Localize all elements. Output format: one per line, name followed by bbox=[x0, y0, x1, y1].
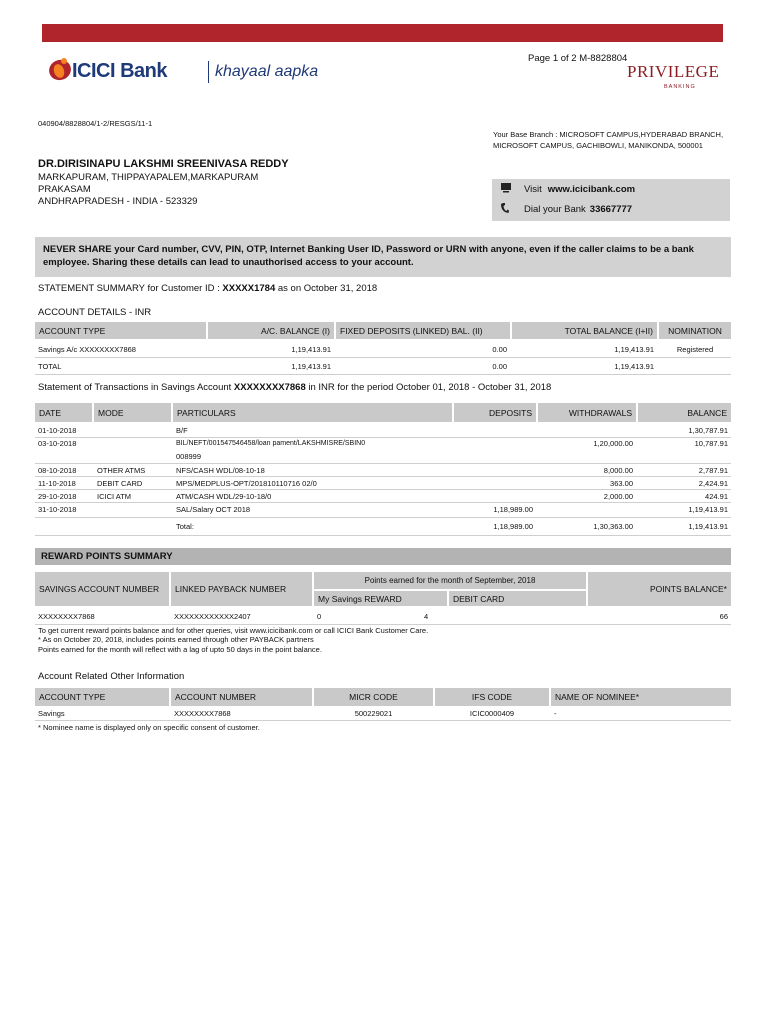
col-header: ACCOUNT NUMBER bbox=[171, 688, 312, 706]
col-header: DEPOSITS bbox=[454, 403, 536, 422]
table-cell: 1,19,413.91 bbox=[291, 344, 331, 354]
phone-number: 33667777 bbox=[589, 204, 633, 215]
note-line: * As on October 20, 2018, includes points earned through other PAYBACK partners bbox=[38, 635, 314, 645]
reward-payback-number: XXXXXXXXXXXX2407 bbox=[174, 611, 251, 621]
row-divider bbox=[35, 463, 731, 464]
total-label: Total: bbox=[176, 522, 194, 531]
txn-particulars: B/F bbox=[176, 426, 188, 435]
col-header: LINKED PAYBACK NUMBER bbox=[171, 572, 312, 606]
base-branch: Your Base Branch : MICROSOFT CAMPUS,HYDERABAD BRANCH, MICROSOFT CAMPUS, GACHIBOWLI, MANIKONDA, 500001 bbox=[493, 130, 724, 150]
col-header: ACCOUNT TYPE bbox=[35, 688, 169, 706]
table-cell: 1,19,413.91 bbox=[291, 361, 331, 371]
txn-particulars: ATM/CASH WDL/29-10-18/0 bbox=[176, 492, 272, 501]
visit-label: Visit bbox=[524, 183, 542, 195]
total-balance: 1,19,413.91 bbox=[688, 522, 728, 531]
txn-account: XXXXXXXX7868 bbox=[233, 382, 306, 393]
reward-savings-account: XXXXXXXX7868 bbox=[38, 611, 95, 621]
top-brand-bar bbox=[42, 24, 723, 42]
address-line: MARKAPURAM, THIPPAYAPALEM,MARKAPURAM bbox=[38, 172, 259, 183]
txn-date: 11-10-2018 bbox=[38, 479, 76, 488]
txn-withdrawal: 363.00 bbox=[610, 479, 633, 488]
col-header: PARTICULARS bbox=[173, 403, 452, 422]
txn-particulars: SAL/Salary OCT 2018 bbox=[176, 505, 251, 514]
txn-date: 03-10-2018 bbox=[38, 439, 77, 448]
info-account-number: XXXXXXXX7868 bbox=[174, 708, 231, 718]
txn-title-suffix: in INR for the period October 01, 2018 - October 31, 2018 bbox=[305, 382, 552, 393]
txn-balance: 2,787.91 bbox=[698, 466, 728, 475]
dial-row bbox=[500, 202, 632, 217]
col-header: NAME OF NOMINEE* bbox=[551, 688, 731, 706]
statement-summary bbox=[38, 283, 377, 294]
bank-name: ICICI Bank bbox=[72, 60, 168, 82]
customer-id: XXXXX1784 bbox=[222, 283, 276, 294]
row-divider bbox=[35, 517, 731, 518]
col-header: WITHDRAWALS bbox=[538, 403, 636, 422]
col-header: FIXED DEPOSITS (LINKED) BAL. (II) bbox=[336, 322, 510, 339]
summary-suffix: as on October 31, 2018 bbox=[275, 283, 378, 294]
table-cell: 1,19,413.91 bbox=[614, 344, 654, 354]
row-divider bbox=[35, 535, 731, 536]
row-divider bbox=[35, 357, 731, 358]
info-micr-code: 500229021 bbox=[354, 708, 393, 718]
row-divider bbox=[35, 489, 731, 490]
contact-box bbox=[492, 179, 730, 221]
col-header: DATE bbox=[35, 403, 92, 422]
summary-prefix: STATEMENT SUMMARY for Customer ID : bbox=[38, 283, 223, 294]
col-header: POINTS BALANCE* bbox=[588, 572, 731, 606]
row-divider bbox=[35, 720, 731, 721]
col-header: IFS CODE bbox=[435, 688, 549, 706]
nominee-note: * Nominee name is displayed only on specific consent of customer. bbox=[38, 723, 260, 732]
col-header: MODE bbox=[94, 403, 171, 422]
col-header: Points earned for the month of September, 2018 bbox=[314, 572, 586, 589]
txn-particulars: MPS/MEDPLUS-OPT/201810110716 02/0 bbox=[176, 479, 317, 488]
col-header: NOMINATION bbox=[659, 322, 731, 339]
transactions-title bbox=[38, 382, 551, 393]
info-nominee: - bbox=[554, 708, 557, 718]
txn-mode: OTHER ATMS bbox=[97, 466, 146, 475]
row-divider bbox=[35, 502, 731, 503]
row-divider bbox=[35, 437, 731, 438]
txn-balance: 10,787.91 bbox=[694, 439, 728, 448]
txn-particulars: 008999 bbox=[176, 452, 202, 461]
privilege-logo: PRIVILEGE bbox=[627, 62, 720, 81]
txn-balance: 2,424.91 bbox=[698, 479, 728, 488]
info-account-type: Savings bbox=[38, 708, 65, 718]
dial-label: Dial your Bank bbox=[524, 204, 586, 215]
account-details-title: ACCOUNT DETAILS - INR bbox=[38, 307, 152, 318]
txn-withdrawal: 2,000.00 bbox=[603, 492, 633, 501]
reward-my-savings: 0 bbox=[317, 611, 322, 621]
security-warning bbox=[35, 237, 731, 277]
reward-debit-card: 4 bbox=[424, 611, 429, 621]
txn-deposit: 1,18,989.00 bbox=[493, 505, 533, 514]
note-line: Points earned for the month will reflect with a lag of upto 50 days in the point balance. bbox=[38, 644, 322, 654]
info-ifs-code: ICIC0000409 bbox=[469, 708, 515, 718]
table-cell: Registered bbox=[676, 344, 714, 354]
txn-date: 01-10-2018 bbox=[38, 426, 77, 435]
col-header: BALANCE bbox=[638, 403, 731, 422]
reward-points-balance: 66 bbox=[719, 611, 728, 621]
txn-date: 31-10-2018 bbox=[38, 505, 77, 514]
address-line: ANDHRAPRADESH - INDIA - 523329 bbox=[38, 196, 198, 207]
total-deposits: 1,18,989.00 bbox=[493, 522, 533, 531]
address-line: PRAKASAM bbox=[38, 184, 91, 195]
row-divider bbox=[35, 374, 731, 375]
page-info: Page 1 of 2 M-8828804 bbox=[528, 53, 628, 64]
txn-particulars: BIL/NEFT/001547546458/loan pament/LAKSHMISRE/SBIN0 bbox=[176, 440, 366, 447]
reference-code: 040904/8828804/1-2/RESGS/11-1 bbox=[38, 119, 153, 128]
col-header: A/C. BALANCE (I) bbox=[208, 322, 334, 339]
row-divider bbox=[35, 624, 731, 625]
table-cell: 0.00 bbox=[492, 344, 507, 354]
txn-balance: 424.91 bbox=[705, 492, 728, 501]
customer-name: DR.DIRISINAPU LAKSHMI SREENIVASA REDDY bbox=[38, 158, 289, 170]
col-header: MICR CODE bbox=[314, 688, 433, 706]
icici-logo-icon bbox=[47, 56, 73, 82]
warning-text: NEVER SHARE your Card number, CVV, PIN, OTP, Internet Banking User ID, Password or URN with anyone, even if the caller claims to be a bank employee. Sharing these details can lead to unauthorised access to your account. bbox=[43, 244, 694, 268]
note-line: To get current reward points balance and for other queries, visit www.icicibank.com or call ICICI Bank Customer Care. bbox=[38, 626, 429, 635]
txn-withdrawal: 1,20,000.00 bbox=[593, 439, 633, 448]
txn-mode: ICICI ATM bbox=[97, 492, 132, 501]
txn-mode: DEBIT CARD bbox=[97, 479, 143, 488]
txn-particulars: NFS/CASH WDL/08-10-18 bbox=[176, 466, 265, 475]
rewards-section-header: REWARD POINTS SUMMARY bbox=[35, 548, 731, 565]
table-cell: 0.00 bbox=[492, 361, 507, 371]
logo-divider bbox=[208, 61, 209, 83]
reward-notes bbox=[38, 626, 428, 654]
visit-row bbox=[500, 182, 635, 196]
txn-withdrawal: 8,000.00 bbox=[603, 466, 633, 475]
txn-date: 29-10-2018 bbox=[38, 492, 77, 501]
phone-icon bbox=[500, 202, 514, 217]
txn-balance: 1,19,413.91 bbox=[688, 505, 728, 514]
col-header: SAVINGS ACCOUNT NUMBER bbox=[35, 572, 169, 606]
col-header: ACCOUNT TYPE bbox=[35, 322, 206, 339]
col-header: My Savings REWARD bbox=[314, 591, 447, 606]
row-divider bbox=[35, 476, 731, 477]
table-cell: Savings A/c XXXXXXXX7868 bbox=[38, 344, 136, 354]
website-link[interactable]: www.icicibank.com bbox=[547, 183, 636, 195]
table-cell: 1,19,413.91 bbox=[614, 361, 654, 371]
txn-title-prefix: Statement of Transactions in Savings Account bbox=[38, 382, 234, 393]
customer-address bbox=[38, 172, 258, 208]
txn-balance: 1,30,787.91 bbox=[688, 426, 728, 435]
privilege-logo-sub: BANKING bbox=[664, 84, 696, 90]
other-info-title: Account Related Other Information bbox=[38, 671, 185, 682]
computer-icon bbox=[500, 182, 514, 196]
col-header: TOTAL BALANCE (I+II) bbox=[512, 322, 657, 339]
bank-tagline: khayaal aapka bbox=[215, 63, 319, 80]
txn-date: 08-10-2018 bbox=[38, 466, 77, 475]
total-withdrawals: 1,30,363.00 bbox=[593, 522, 633, 531]
table-cell: TOTAL bbox=[38, 361, 62, 371]
col-header: DEBIT CARD bbox=[449, 591, 586, 606]
